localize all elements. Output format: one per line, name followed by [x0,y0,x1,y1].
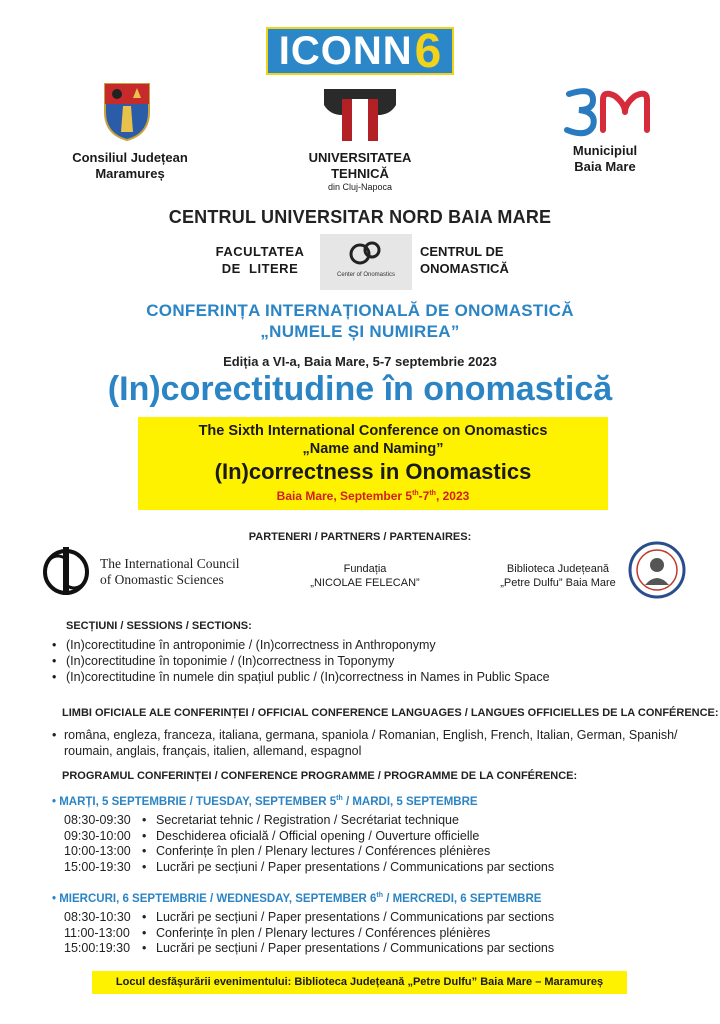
bullet-icon: • [52,728,57,742]
languages-line1 [52,727,678,743]
english-theme: (In)correctness in Onomastics [214,459,532,484]
conference-theme: (In)corectitudine în onomastică [107,370,613,408]
day2-suffix: / MERCREDI, 6 SEPTEMBRE [383,892,542,905]
date-sup1: th [412,490,419,497]
schedule-row [64,829,554,845]
bullet-icon: • [142,813,147,827]
schedule-time: 09:30-10:00 [64,828,131,843]
faculty-label [210,243,310,277]
icos-name [100,556,239,588]
fundatia-felecan [285,562,445,590]
schedule-text: Conferințe în plen / Plenary lectures / Conférences plénières [156,925,491,940]
center-onom-line2: ONOMASTICĂ [420,261,509,276]
day2-schedule [64,910,554,957]
conference-title-line2: „NUMELE ȘI NUMIREA” [260,322,460,341]
day2-heading [52,892,541,905]
biblioteca-line1: Biblioteca Județeană [506,563,610,575]
center-org-line3: din Cluj-Napoca [327,182,393,192]
center-org-label [280,150,440,192]
bullet-icon: • [52,654,57,668]
sections-list [52,637,550,685]
onomastics-co-icon [320,234,412,290]
centrul-title: CENTRUL UNIVERSITAR NORD BAIA MARE [168,207,552,227]
icos-line2: of Onomastic Sciences [100,572,224,587]
right-org-line2: Baia Mare [574,159,636,174]
schedule-text: Lucrări pe secțiuni / Paper presentations / Communications par sections [156,941,555,955]
english-line1: The Sixth International Conference on Onomastics [198,423,548,439]
fundatia-line1: Fundația [343,563,387,575]
english-title-box [138,417,608,510]
schedule-time: 15:00:19:30 [64,941,131,955]
day1-prefix: • MARȚI, 5 SEPTEMBRIE / TUESDAY, SEPTEMBER 5 [52,795,337,808]
languages-line2: roumain, anglais, français, italien, allemand, espagnol [64,744,362,758]
schedule-text: Secretariat tehnic / Registration / Secrétariat technique [156,813,459,827]
date-mid: -7 [418,489,430,503]
english-date [138,489,608,503]
left-org-label [50,150,210,182]
schedule-text: Conferințe în plen / Plenary lectures / Conférences plénières [156,844,491,858]
schedule-row [64,844,554,860]
schedule-time: 15:00-19:30 [64,859,131,874]
center-of-onomastics-logo [320,234,412,290]
schedule-time: 11:00-13:00 [64,925,130,940]
section-item-text: (In)corectitudine în toponimie / (In)correctness in Toponymy [66,654,395,668]
icos-logo-icon [36,545,96,597]
maramures-coat-of-arms-icon [103,82,151,142]
day1-heading [52,795,478,808]
faculty-line2: DE LITERE [221,261,299,276]
onomastics-logo-caption: Center of Onomastics [336,272,396,278]
date-suffix: , 2023 [435,489,470,503]
left-org-line1: Consiliul Județean [72,150,188,165]
languages-heading: LIMBI OFICIALE ALE CONFERINȚEI / OFFICIAL CONFERENCE LANGUAGES / LANGUES OFFICIELLES DE LA CONFÉRENCE: [62,707,719,719]
center-org-line2: TEHNICĂ [331,166,389,181]
day2-prefix: • MIERCURI, 6 SEPTEMBRIE / WEDNESDAY, SEPTEMBER 6 [52,892,377,905]
partners-heading: PARTENERI / PARTNERS / PARTENAIRES: [248,531,472,543]
faculty-line1: FACULTATEA [215,244,305,259]
day1-schedule [64,813,554,875]
left-org-line2: Maramureș [95,166,165,181]
schedule-row [64,813,554,829]
center-onom-line1: CENTRUL DE [420,244,504,259]
utcn-logo-icon [320,85,400,145]
conference-title [0,300,720,342]
list-item [52,669,550,685]
list-item [52,637,550,653]
baia-mare-3m-logo-icon [563,86,651,138]
schedule-row [64,926,554,942]
edition-line: Ediția a VI-a, Baia Mare, 5-7 septembrie 2023 [223,354,497,369]
sections-heading: SECȚIUNI / SESSIONS / SECTIONS: [66,620,252,632]
logo-word: ICONN [278,28,413,73]
biblioteca-line2: „Petre Dulfu” Baia Mare [500,577,616,589]
iconn6-logo [266,24,454,78]
venue-text: Locul desfășurării evenimentului: Biblioteca Județeană „Petre Dulfu” Baia Mare – Maramureș [115,976,604,988]
day1-suffix: / MARDI, 5 SEPTEMBRE [342,795,478,808]
bullet-icon: • [142,828,147,843]
schedule-time: 10:00-13:00 [64,844,131,858]
bullet-icon: • [142,859,147,874]
bullet-icon: • [142,910,147,924]
icos-line1: The International Council [100,556,240,571]
venue-highlight [92,971,627,994]
right-org-label [530,143,680,175]
section-item-text: (In)corectitudine în numele din spațiul public / (In)correctness in Names in Public Space [66,670,550,684]
schedule-row [64,860,554,876]
biblioteca-petre-dulfu [488,562,628,590]
schedule-time: 08:30-10:30 [64,910,131,924]
schedule-text: Deschiderea oficială / Official opening / Ouverture officielle [156,828,480,843]
bullet-icon: • [142,925,147,940]
center-org-line1: UNIVERSITATEA [308,150,412,165]
bullet-icon: • [142,844,147,858]
languages-text1: româna, engleza, franceza, italiana, germana, spaniola / Romanian, English, French, Italian, German, Spanish/ [64,728,678,742]
logo-number: 6 [414,24,442,78]
bullet-icon: • [142,941,147,955]
date-sup2: th [429,490,436,497]
section-item-text: (In)corectitudine în antroponimie / (In)correctness in Anthroponymy [66,638,436,652]
center-onomastics-label [420,243,530,277]
biblioteca-seal-icon [628,541,686,599]
right-org-line1: Municipiul [572,143,638,158]
programme-heading: PROGRAMUL CONFERINȚEI / CONFERENCE PROGRAMME / PROGRAMME DE LA CONFÉRENCE: [62,770,578,782]
day1-sup: th [336,795,343,802]
fundatia-line2: „NICOLAE FELECAN” [310,577,420,589]
conference-title-line1: CONFERINȚA INTERNAȚIONALĂ DE ONOMASTICĂ [146,301,574,320]
english-line2: „Name and Naming” [302,441,444,457]
schedule-time: 08:30-09:30 [64,813,131,827]
bullet-icon: • [52,638,57,652]
day2-sup: th [376,892,383,899]
schedule-row [64,910,554,926]
schedule-row [64,941,554,957]
schedule-text: Lucrări pe secțiuni / Paper presentations / Communications par sections [156,859,555,874]
schedule-text: Lucrări pe secțiuni / Paper presentations / Communications par sections [156,910,555,924]
list-item [52,653,550,669]
bullet-icon: • [52,670,57,684]
date-prefix: Baia Mare, September 5 [276,489,413,503]
